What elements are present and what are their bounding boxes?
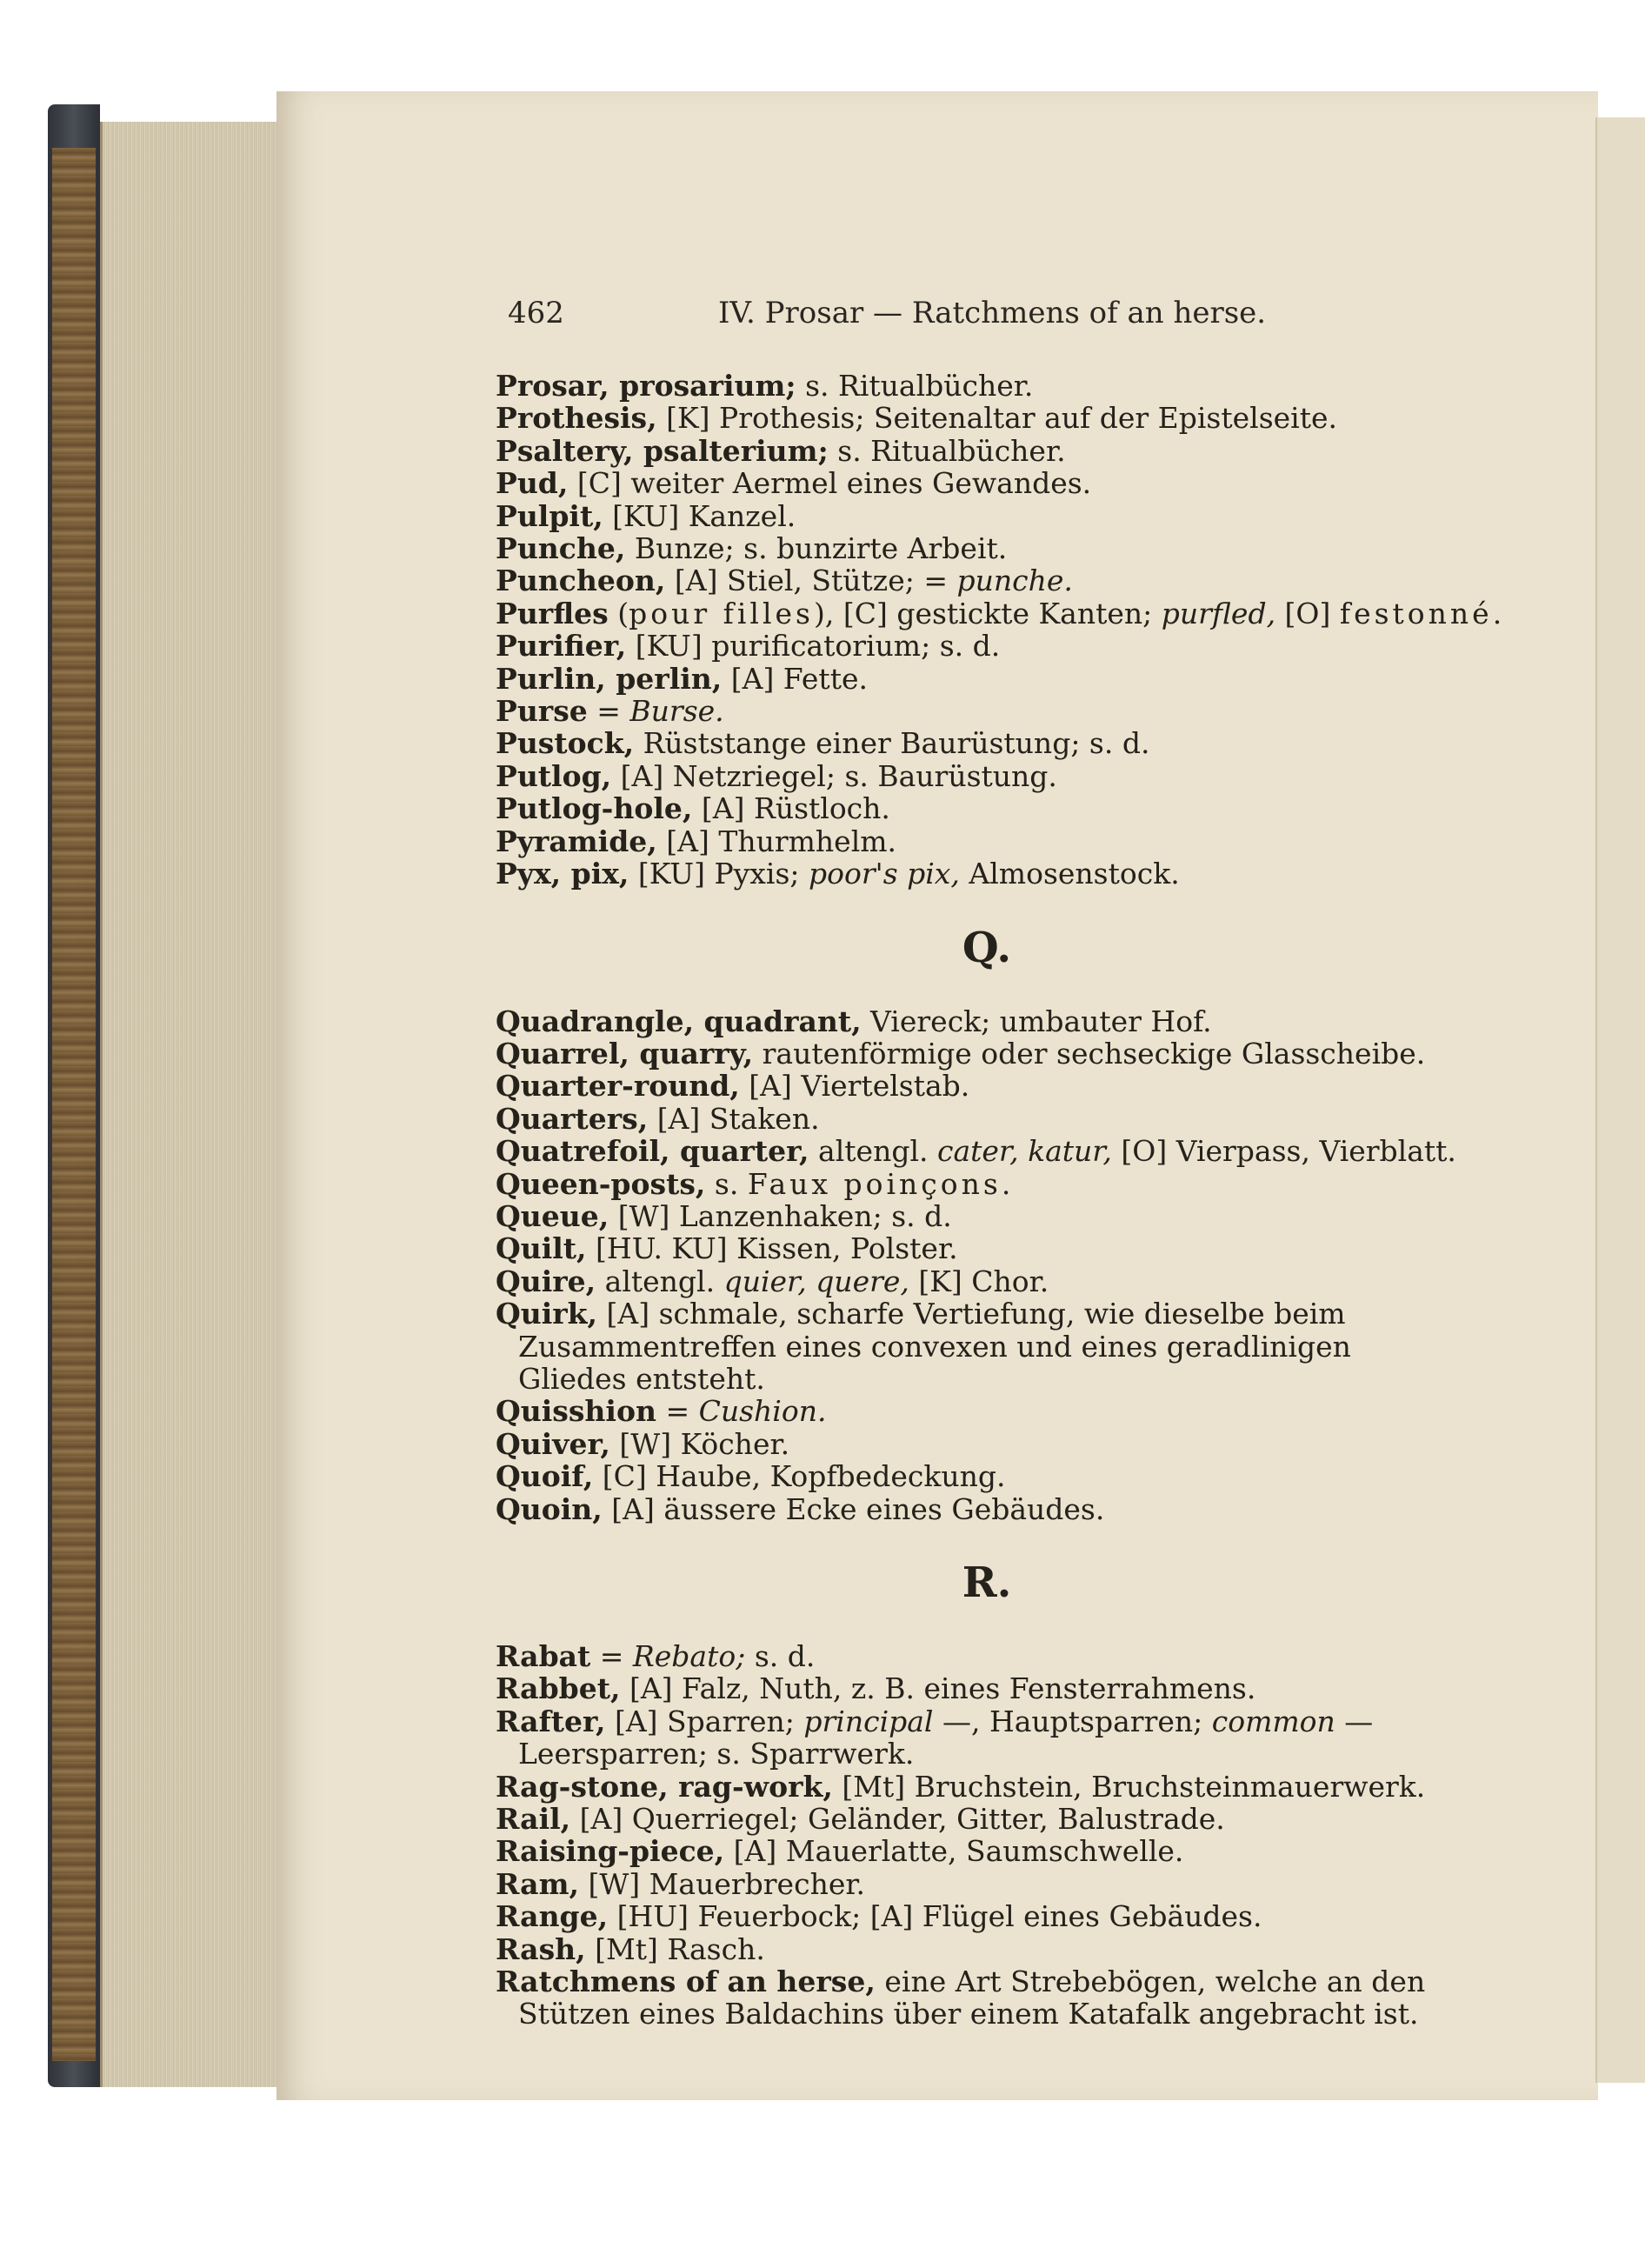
dictionary-entry	[496, 1232, 1443, 1264]
dictionary-entry	[496, 792, 1443, 824]
definition-text: altengl.	[809, 1134, 937, 1169]
italic-term: poor's pix,	[809, 857, 960, 891]
definition-text: Bunze; s. bunzirte Arbeit.	[625, 531, 1008, 566]
headword: Pud,	[496, 466, 569, 501]
definition-text: [KU] purificatorium; s. d.	[626, 629, 1001, 664]
definition-text: Rüststange einer Baurüstung; s. d.	[634, 726, 1150, 761]
dictionary-entry	[496, 467, 1443, 499]
dictionary-entry	[496, 402, 1443, 434]
definition-text: =	[590, 1639, 633, 1673]
dictionary-entry	[496, 760, 1443, 792]
spaced-text: Faux poinçons.	[747, 1166, 1015, 1201]
definition-text: [W] Mauerbrecher.	[578, 1866, 865, 1901]
definition-text: rautenförmige oder sechseckige Glasscheibe.	[753, 1036, 1426, 1071]
headword: Queue,	[496, 1198, 609, 1233]
dictionary-entry	[496, 1070, 1443, 1102]
definition-text: [HU. KU] Kissen, Polster.	[586, 1231, 958, 1266]
definition-text: Viereck; umbauter Hof.	[861, 1004, 1212, 1038]
headword: Rag-stone, rag-work,	[496, 1769, 833, 1804]
definition-text: s. Ritualbücher.	[828, 433, 1066, 468]
headword: Quarrel, quarry,	[496, 1036, 754, 1071]
dictionary-entry	[496, 630, 1443, 662]
definition-text: [A] Thurmhelm.	[656, 824, 897, 858]
definition-text: [K] Prothesis; Seitenaltar auf der Epistelseite.	[656, 401, 1337, 436]
dictionary-entry	[496, 1771, 1443, 1803]
headword: Rafter,	[496, 1704, 606, 1738]
definition-text	[1019, 1134, 1029, 1168]
dictionary-entry	[496, 500, 1443, 532]
dictionary-entry	[496, 1900, 1443, 1932]
spaced-text: festonné.	[1339, 596, 1506, 630]
dictionary-entry	[496, 1428, 1443, 1460]
dictionary-entry	[496, 1168, 1443, 1200]
page-edges	[100, 122, 281, 2087]
italic-term: Rebato;	[632, 1639, 746, 1673]
headword: Quarters,	[496, 1101, 649, 1136]
headword: Quisshion	[496, 1394, 656, 1429]
headword: Prosar, prosarium;	[496, 369, 796, 403]
headword: Quilt,	[496, 1231, 587, 1266]
definition-text: [A] Stiel, Stütze; =	[665, 564, 957, 598]
entries-r	[496, 1640, 1443, 2031]
definition-text: [A] Fette.	[722, 661, 868, 696]
definition-text: s. Ritualbücher.	[796, 369, 1034, 403]
headword: Purlin, perlin,	[496, 661, 723, 696]
dictionary-entry	[496, 1868, 1443, 1900]
spine-binding	[52, 148, 96, 2061]
definition-text: s.	[705, 1166, 748, 1201]
headword: Psaltery, psalterium;	[496, 433, 829, 468]
definition-text: [A] Sparren;	[605, 1704, 804, 1738]
headword: Rabat	[496, 1639, 591, 1673]
headword: Pyramide,	[496, 824, 657, 858]
headword: Punche,	[496, 531, 626, 566]
definition-text: [KU] Kanzel.	[603, 498, 796, 533]
definition-text: [Mt] Bruchstein, Bruchsteinmauerwerk.	[832, 1769, 1426, 1804]
headword: Ram,	[496, 1866, 579, 1901]
dictionary-entry	[496, 1640, 1443, 1672]
definition-text: [A] Falz, Nuth, z. B. eines Fensterrahmens.	[620, 1671, 1256, 1706]
definition-text: [C] weiter Aermel eines Gewandes.	[568, 466, 1092, 501]
entries-q	[496, 1004, 1456, 1526]
headword: Quarter-round,	[496, 1069, 740, 1104]
dictionary-entry	[496, 1037, 1443, 1070]
definition-text: [A] Staken.	[648, 1101, 820, 1136]
headword: Purse	[496, 694, 588, 729]
definition-text: [C] Haube, Kopfbedeckung.	[593, 1459, 1006, 1494]
headword: Quoin,	[496, 1491, 603, 1526]
headword: Quirk,	[496, 1297, 598, 1331]
dictionary-entry	[496, 825, 1443, 857]
dictionary-entry	[496, 1200, 1443, 1232]
definition-text: [A] Querriegel; Geländer, Gitter, Balustrade.	[570, 1802, 1225, 1837]
headword: Purifier,	[496, 629, 627, 664]
dictionary-entry	[496, 435, 1443, 467]
dictionary-entry	[496, 564, 1443, 597]
dictionary-entry	[496, 695, 1443, 727]
definition-text: =	[587, 694, 630, 729]
dictionary-entry	[496, 370, 1443, 402]
definition-text: (	[608, 596, 629, 630]
definition-text: [O]	[1275, 596, 1340, 630]
definition-text: [K] Chor.	[909, 1264, 1049, 1298]
headword: Quiver,	[496, 1426, 610, 1461]
background	[0, 0, 1645, 91]
headword: Puncheon,	[496, 564, 666, 598]
definition-text: [KU] Pyxis;	[629, 857, 809, 891]
definition-text: eine Art Strebebögen, welche an den Stützen eines Baldachins über einem Katafalk angebracht ist.	[518, 1964, 1426, 2031]
headword: Ratchmens of an herse,	[496, 1964, 876, 1999]
italic-term: cater,	[936, 1134, 1019, 1169]
dictionary-entry	[496, 1493, 1443, 1525]
dictionary-entry	[496, 1965, 1443, 2031]
section-heading-r: R.	[962, 1558, 1012, 1607]
definition-text	[807, 1264, 816, 1298]
dictionary-entry	[496, 857, 1443, 890]
dictionary-entry	[496, 532, 1443, 564]
italic-term: purfled,	[1161, 596, 1276, 630]
italic-term: common	[1211, 1704, 1335, 1738]
section-heading-q: Q.	[962, 923, 1012, 972]
definition-text: s. d.	[745, 1639, 816, 1673]
headword: Pustock,	[496, 726, 635, 761]
definition-text: [A] äussere Ecke eines Gebäudes.	[602, 1491, 1105, 1526]
headword: Quire,	[496, 1264, 596, 1298]
dictionary-entry	[496, 1803, 1443, 1835]
definition-text: [A] schmale, scharfe Vertiefung, wie dieselbe beim Zusammentreffen eines convexen und eines geradlinigen Gliedes entsteht.	[518, 1297, 1351, 1396]
headword: Purfles	[496, 596, 609, 630]
dictionary-entry	[496, 1134, 1456, 1169]
dictionary-entry	[496, 1933, 1443, 1965]
headword: Quadrangle, quadrant,	[496, 1004, 862, 1038]
headword: Quatrefoil, quarter,	[496, 1134, 809, 1169]
dictionary-entry	[496, 1103, 1443, 1135]
headword: Quoif,	[496, 1459, 594, 1494]
italic-term: quier,	[723, 1264, 807, 1298]
headword: Putlog,	[496, 758, 612, 793]
headword: Rash,	[496, 1931, 586, 1966]
dictionary-entry	[496, 1672, 1443, 1704]
dictionary-entry	[496, 1705, 1443, 1771]
italic-term: Cushion.	[698, 1394, 827, 1429]
definition-text: [W] Lanzenhaken; s. d.	[609, 1198, 952, 1233]
definition-text: [Mt] Rasch.	[585, 1931, 765, 1966]
spaced-text: pour filles	[629, 596, 814, 630]
dictionary-entry	[496, 596, 1506, 630]
italic-term: Burse.	[629, 694, 724, 729]
facing-page-edge	[1595, 117, 1645, 2083]
definition-text: [HU] Feuerbock; [A] Flügel eines Gebäudes.	[608, 1899, 1262, 1934]
italic-term: quere,	[816, 1264, 909, 1298]
running-title: IV. Prosar — Ratchmens of an herse.	[718, 296, 1267, 330]
definition-text: [A] Rüstloch.	[692, 791, 890, 826]
definition-text: =	[656, 1394, 699, 1429]
definition-text: [A] Viertelstab.	[739, 1069, 970, 1104]
dictionary-entry	[496, 1265, 1443, 1297]
italic-term: punche.	[956, 564, 1073, 598]
definition-text: [A] Netzriegel; s. Baurüstung.	[611, 758, 1057, 793]
dictionary-entry	[496, 1835, 1443, 1867]
definition-text: ), [C] gestickte Kanten;	[814, 596, 1162, 630]
dictionary-entry	[496, 1395, 1443, 1427]
dictionary-entry	[496, 1297, 1443, 1395]
dictionary-entry	[496, 663, 1443, 695]
definition-text: [A] Mauerlatte, Saumschwelle.	[724, 1834, 1184, 1869]
headword: Pyx, pix,	[496, 857, 629, 891]
headword: Putlog-hole,	[496, 791, 693, 826]
definition-text: altengl.	[596, 1264, 724, 1298]
definition-text: — Leersparren; s. Sparrwerk.	[518, 1704, 1374, 1771]
dictionary-text	[496, 369, 1506, 2031]
headword: Rail,	[496, 1802, 571, 1837]
definition-text: Almosenstock.	[959, 857, 1180, 891]
definition-text: [W] Köcher.	[609, 1426, 790, 1461]
definition-text: —, Hauptsparren;	[933, 1704, 1212, 1738]
headword: Prothesis,	[496, 401, 657, 436]
italic-term: principal	[803, 1704, 934, 1738]
headword: Queen-posts,	[496, 1166, 706, 1201]
entries-p	[496, 369, 1506, 891]
dictionary-entry	[496, 727, 1443, 759]
dictionary-entry	[496, 1460, 1443, 1492]
definition-text: [O] Vierpass, Vierblatt.	[1111, 1134, 1456, 1169]
headword: Rabbet,	[496, 1671, 621, 1706]
headword: Range,	[496, 1899, 609, 1934]
italic-term: katur,	[1028, 1134, 1112, 1169]
headword: Raising-piece,	[496, 1834, 725, 1869]
headword: Pulpit,	[496, 498, 603, 533]
page-number: 462	[508, 296, 564, 330]
dictionary-entry	[496, 1005, 1443, 1037]
